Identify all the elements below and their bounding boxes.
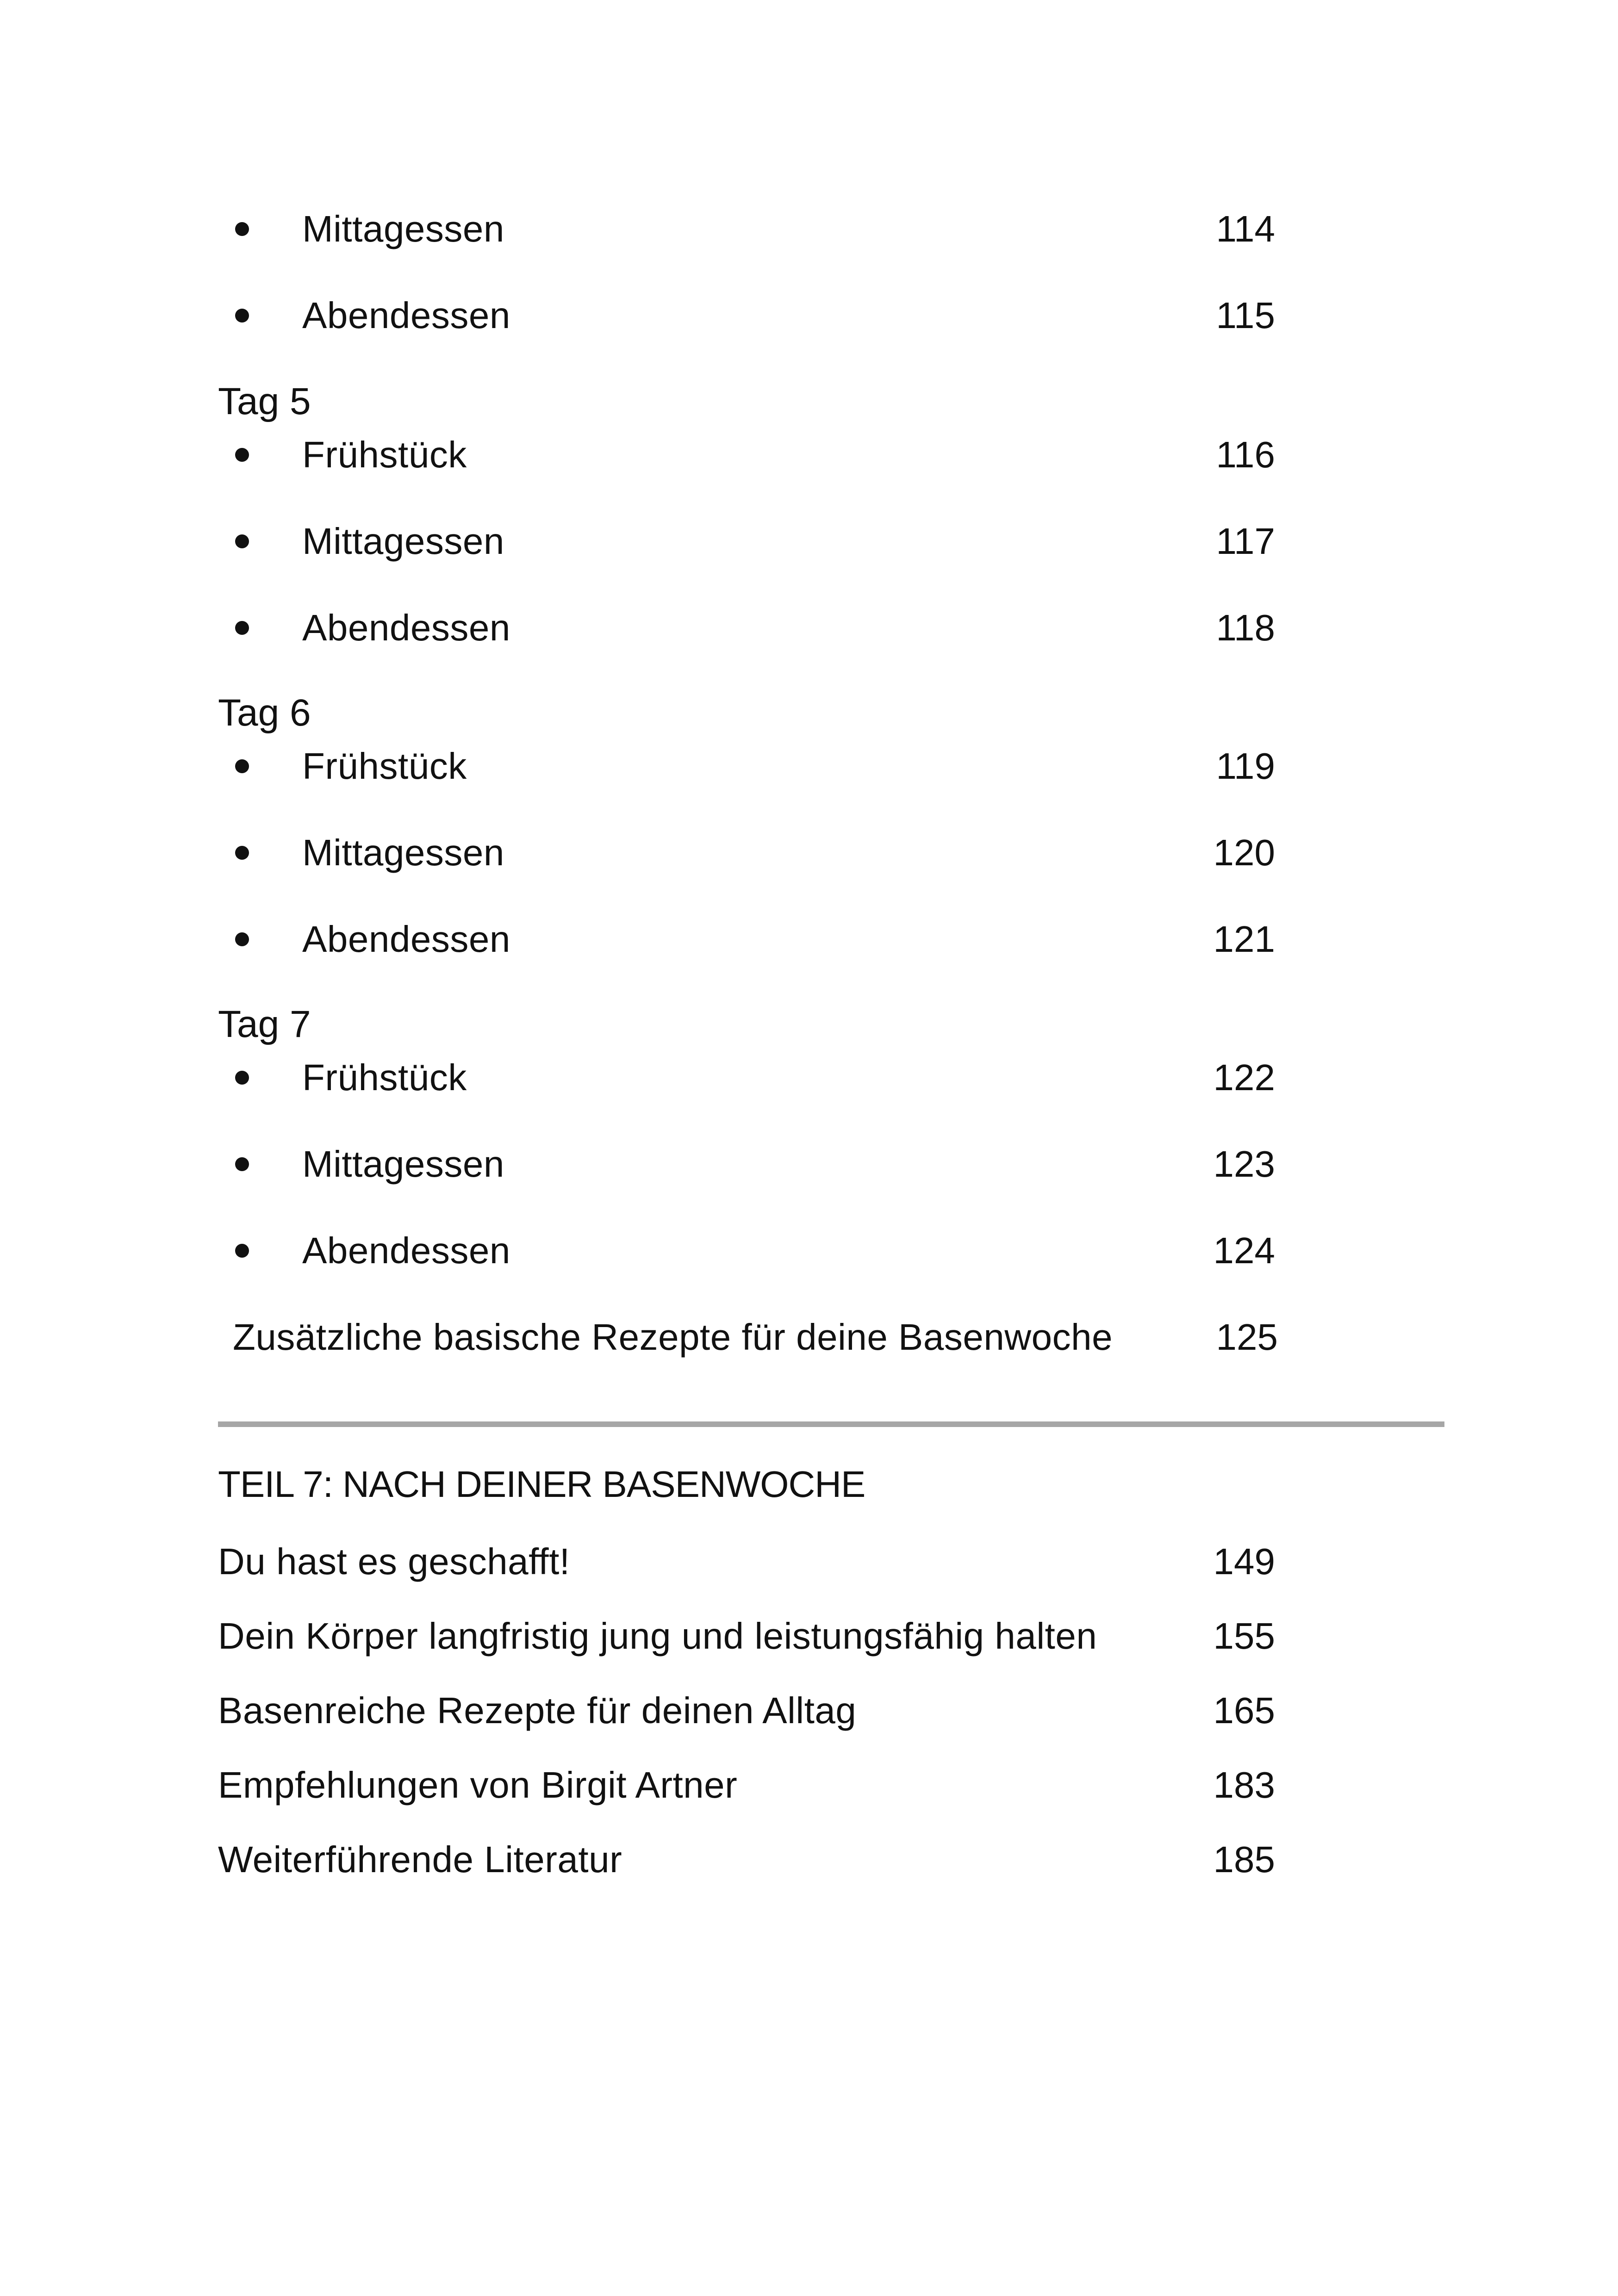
toc-entry-label: Abendessen bbox=[302, 918, 510, 960]
bullet-icon bbox=[235, 1071, 249, 1085]
section-divider bbox=[218, 1421, 1444, 1427]
toc-section-entry-label: Du hast es geschafft! bbox=[218, 1541, 570, 1582]
bullet-icon bbox=[235, 621, 249, 635]
toc-section-entry-label: Empfehlungen von Birgit Artner bbox=[218, 1764, 738, 1806]
toc-entry-label: Mittagessen bbox=[302, 521, 504, 562]
day-heading: Tag 5 bbox=[218, 380, 311, 422]
toc-entry-label: Abendessen bbox=[302, 1230, 510, 1271]
toc-entry-page: 115 bbox=[1216, 295, 1275, 336]
bullet-icon bbox=[235, 448, 249, 462]
toc-section-entry-page: 155 bbox=[1213, 1615, 1275, 1657]
toc-entry-label: Frühstück bbox=[302, 434, 467, 475]
toc-entry-page: 117 bbox=[1216, 521, 1275, 562]
toc-section-entry-page: 185 bbox=[1213, 1839, 1275, 1880]
bullet-icon bbox=[235, 1244, 249, 1258]
bullet-icon bbox=[235, 222, 249, 236]
toc-entry-page: 122 bbox=[1213, 1057, 1275, 1098]
bullet-icon bbox=[235, 932, 249, 946]
toc-extra-page: 125 bbox=[1216, 1316, 1278, 1358]
bullet-icon bbox=[235, 534, 249, 548]
toc-entry-label: Abendessen bbox=[302, 295, 510, 336]
section-heading: TEIL 7: NACH DEINER BASENWOCHE bbox=[218, 1464, 865, 1505]
toc-entry-page: 118 bbox=[1216, 607, 1275, 648]
day-heading: Tag 6 bbox=[218, 692, 311, 734]
toc-section-entry-page: 149 bbox=[1213, 1541, 1275, 1582]
day-heading: Tag 7 bbox=[218, 1003, 311, 1045]
toc-entry-label: Frühstück bbox=[302, 1057, 467, 1098]
toc-entry-label: Mittagessen bbox=[302, 208, 504, 249]
toc-section-entry-label: Basenreiche Rezepte für deinen Alltag bbox=[218, 1690, 857, 1731]
toc-entry-label: Mittagessen bbox=[302, 1143, 504, 1185]
toc-entry-page: 120 bbox=[1213, 832, 1275, 873]
bullet-icon bbox=[235, 846, 249, 860]
toc-section-entry-page: 183 bbox=[1213, 1764, 1275, 1806]
toc-entry-label: Frühstück bbox=[302, 745, 467, 787]
toc-extra-label: Zusätzliche basische Rezepte für deine Basenwoche bbox=[233, 1316, 1113, 1358]
toc-section-entry-label: Dein Körper langfristig jung und leistungsfähig halten bbox=[218, 1615, 1097, 1657]
toc-entry-page: 114 bbox=[1216, 208, 1275, 249]
toc-section-entry-page: 165 bbox=[1213, 1690, 1275, 1731]
bullet-icon bbox=[235, 759, 249, 773]
toc-section-entry-label: Weiterführende Literatur bbox=[218, 1839, 622, 1880]
toc-entry-page: 123 bbox=[1213, 1143, 1275, 1185]
toc-entry-page: 119 bbox=[1216, 745, 1275, 787]
toc-entry-label: Mittagessen bbox=[302, 832, 504, 873]
toc-entry-page: 121 bbox=[1213, 918, 1275, 960]
bullet-icon bbox=[235, 309, 249, 323]
toc-entry-page: 116 bbox=[1216, 434, 1275, 475]
toc-entry-label: Abendessen bbox=[302, 607, 510, 648]
toc-entry-page: 124 bbox=[1213, 1230, 1275, 1271]
bullet-icon bbox=[235, 1157, 249, 1171]
